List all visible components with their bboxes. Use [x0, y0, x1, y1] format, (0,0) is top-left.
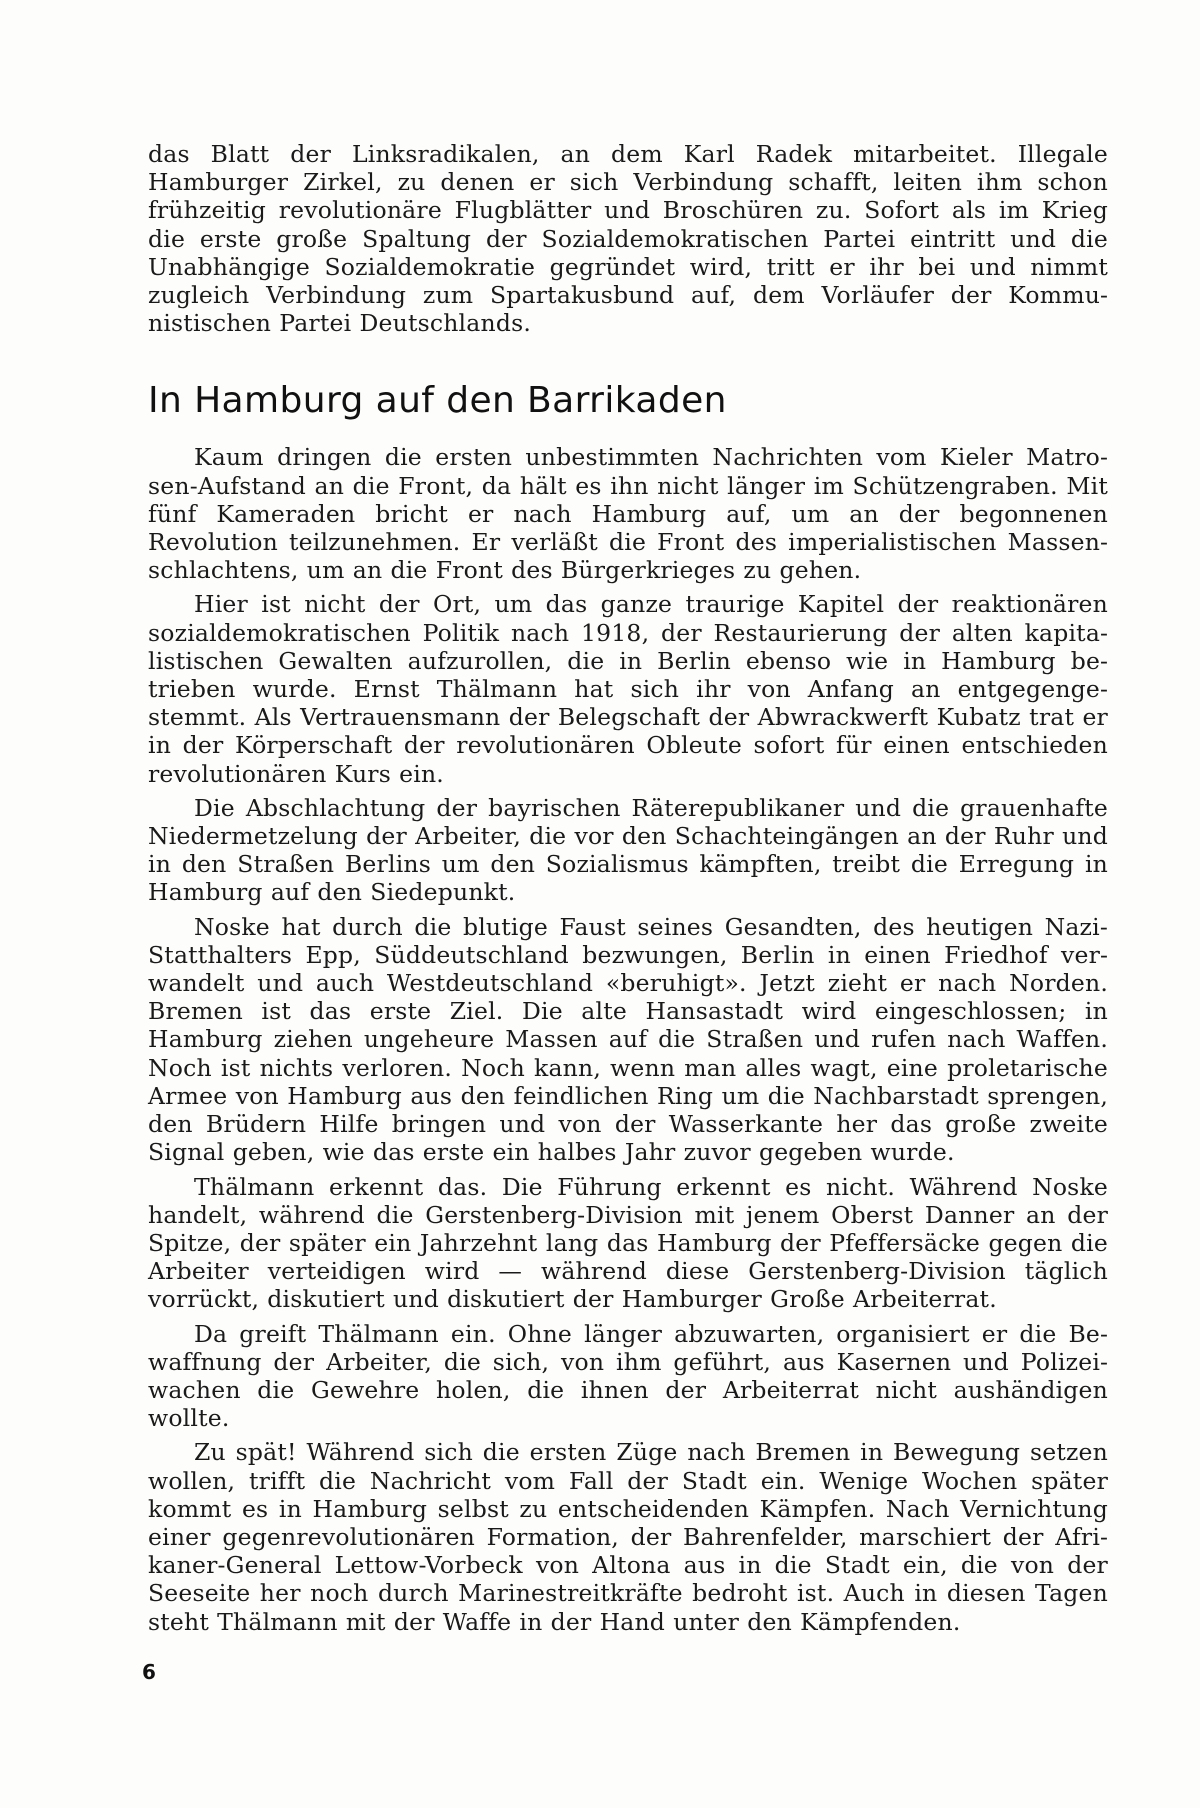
body-paragraph-4: Noske hat durch die blutige Faust seines Gesandten, des heutigen Nazi-Statthalters Epp, Süddeutschland bezwungen, Berlin in einen Friedhof verwandelt und auch Westdeutschland «beruhigt». Jetzt zieht er nach Norden. Bremen ist das erste Ziel. Die alte Hansastadt wird eingeschlossen; in Hamburg ziehen ungeheure Massen auf die Straßen und rufen nach Waffen. Noch ist nichts verloren. Noch kann, wenn man alles wagt, eine proletarische Armee von Hamburg aus den feindlichen Ring um die Nachbarstadt sprengen, den Brüdern Hilfe bringen und von der Wasserkante her das große zweite Signal geben, wie das erste ein halbes Jahr zuvor gegeben wurde.	[148, 912, 1108, 1167]
text-column	[148, 140, 1108, 1636]
body-paragraph-3: Die Abschlachtung der bayrischen Räterepublikaner und die grauenhafte Niedermetzelung der Arbeiter, die vor den Schachteingängen an der Ruhr und in den Straßen Berlins um den Sozialismus kämpften, treibt die Erregung in Hamburg auf den Siedepunkt.	[148, 793, 1108, 907]
page-number: 6	[142, 1660, 156, 1684]
body-paragraph-1: Kaum dringen die ersten unbestimmten Nachrichten vom Kieler Matrosen-Aufstand an die Front, da hält es ihn nicht länger im Schützengraben. Mit fünf Kameraden bricht er nach Hamburg auf, um an der begonnenen Revolution teilzunehmen. Er verläßt die Front des imperialistischen Massenschlachtens, um an die Front des Bürgerkrieges zu gehen.	[148, 443, 1108, 585]
body-paragraph-7: Zu spät! Während sich die ersten Züge nach Bremen in Bewegung setzen wollen, trifft die Nachricht vom Fall der Stadt ein. Wenige Wochen später kommt es in Hamburg selbst zu entscheidenden Kämpfen. Nach Vernichtung einer gegenrevolutionären Formation, der Bahrenfelder, marschiert der Afrikaner-General Lettow-Vorbeck von Altona aus in die Stadt ein, die von der Seeseite her noch durch Marinestreitkräfte bedroht ist. Auch in diesen Tagen steht Thälmann mit der Waffe in der Hand unter den Kämpfenden.	[148, 1438, 1108, 1636]
body-paragraph-2: Hier ist nicht der Ort, um das ganze traurige Kapitel der reaktionären sozialdemokratischen Politik nach 1918, der Restaurierung der alten kapitalistischen Gewalten aufzurollen, die in Berlin ebenso wie in Hamburg betrieben wurde. Ernst Thälmann hat sich ihr von Anfang an entgegengestemmt. Als Vertrauensmann der Belegschaft der Abwrackwerft Kubatz trat er in der Körperschaft der revolutionären Obleute sofort für einen entschieden revolutionären Kurs ein.	[148, 590, 1108, 788]
body-paragraph-5: Thälmann erkennt das. Die Führung erkennt es nicht. Während Noske handelt, während die Gerstenberg-Division mit jenem Oberst Danner an der Spitze, der später ein Jahrzehnt lang das Hamburg der Pfeffersäcke gegen die Arbeiter verteidigen wird — während diese Gerstenberg-Division täglich vorrückt, diskutiert und diskutiert der Hamburger Große Arbeiterrat.	[148, 1172, 1108, 1314]
intro-paragraph: das Blatt der Linksradikalen, an dem Karl Radek mitarbeitet. Illegale Hamburger Zirkel, zu denen er sich Verbindung schafft, leiten ihm schon frühzeitig revolutionäre Flugblätter und Broschüren zu. Sofort als im Krieg die erste große Spaltung der Sozialdemokratischen Partei eintritt und die Unabhängige Sozialdemokratie gegründet wird, tritt er ihr bei und nimmt zugleich Verbindung zum Spartakusbund auf, dem Vorläufer der Kommunistischen Partei Deutschlands.	[148, 140, 1108, 338]
section-heading: In Hamburg auf den Barrikaden	[148, 380, 727, 422]
body-paragraph-6: Da greift Thälmann ein. Ohne länger abzuwarten, organisiert er die Bewaffnung der Arbeiter, die sich, von ihm geführt, aus Kasernen und Polizeiwachen die Gewehre holen, die ihnen der Arbeiterrat nicht aushändigen wollte.	[148, 1319, 1108, 1433]
